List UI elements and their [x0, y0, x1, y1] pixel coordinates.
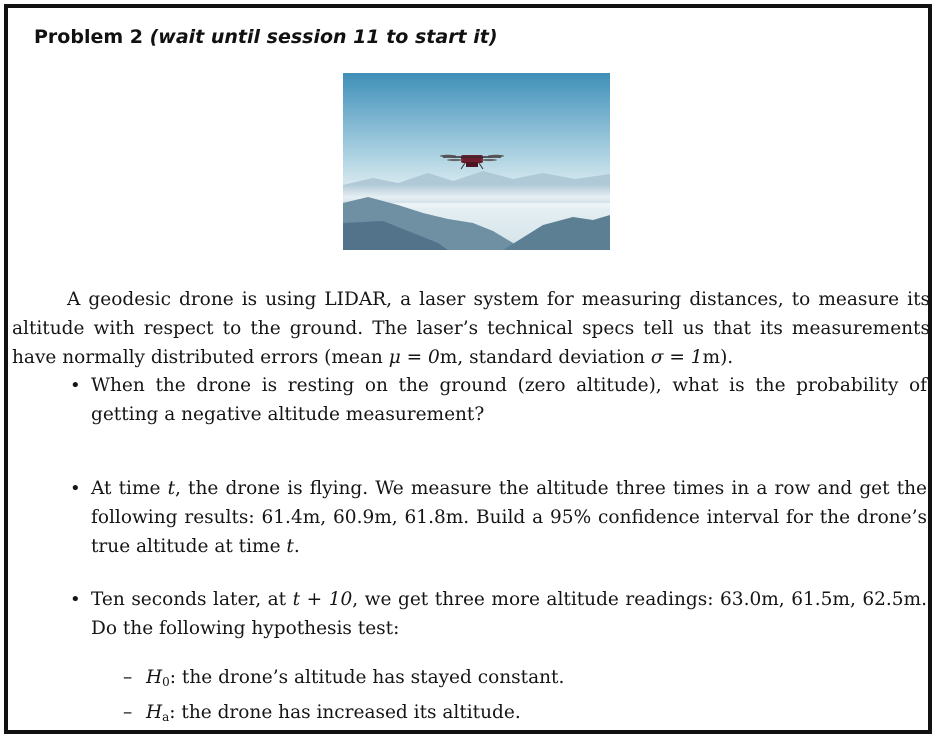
problem-heading — [34, 25, 498, 49]
hypothesis-null-text — [146, 663, 926, 692]
q3-var-t10: t + 10 — [292, 589, 353, 610]
q2-text-2: , the drone is flying. We measure the altitude three times in a row and get the following results: 61.4m, 60.9m, 61.8m. Build a 95% confidence interval for the drone’s true altitude at time — [91, 478, 927, 557]
q2-text-3: . — [293, 536, 300, 557]
h-subscript: a — [162, 710, 170, 724]
list-item — [12, 585, 930, 643]
bullet-dot: • — [70, 478, 81, 499]
q2-var-t: t — [167, 478, 176, 499]
drone-over-mountains-icon — [343, 73, 610, 250]
intro-text-1: A geodesic drone is using LIDAR, a laser system for measuring distances, to measure its altitude with respect to the ground. The laser’s technical specs tell us that its measurements have normally distributed errors (mean — [12, 289, 930, 368]
sigma-value: σ = 1 — [650, 347, 703, 368]
hypothesis-text: : the drone’s altitude has stayed constant. — [169, 667, 565, 688]
list-item — [12, 474, 930, 561]
question-3-text — [91, 585, 927, 643]
dash-marker: – — [123, 702, 133, 723]
q2-text-1: At time — [91, 478, 168, 499]
dash-marker: – — [123, 667, 133, 688]
q3-text-1: Ten seconds later, at — [91, 589, 293, 610]
intro-text-2: m, standard deviation — [439, 347, 651, 368]
drone-photo — [343, 73, 610, 250]
hypothesis-alt-text — [146, 698, 926, 727]
bullet-dot: • — [70, 589, 81, 610]
bullet-dot: • — [70, 375, 81, 396]
h-symbol: H — [146, 702, 163, 723]
intro-text-3: m). — [702, 347, 734, 368]
h-symbol: H — [146, 667, 163, 688]
question-2-text — [91, 474, 927, 561]
problem-label: Problem 2 — [34, 26, 143, 48]
h-subscript: 0 — [162, 675, 170, 689]
problem-note: (wait until session 11 to start it) — [149, 26, 498, 48]
hypothesis-text: : the drone has increased its altitude. — [169, 702, 521, 723]
hypothesis-null — [12, 663, 930, 692]
list-item — [12, 371, 930, 429]
q2-var-t-2: t — [286, 536, 294, 557]
mu-value: μ = 0 — [388, 347, 440, 368]
hypothesis-alternative — [12, 698, 930, 727]
q3-text-2: , we get three more altitude readings: 63.0m, 61.5m, 62.5m. Do the following hypothesis test: — [91, 589, 927, 639]
intro-paragraph — [12, 285, 930, 372]
question-1-text: When the drone is resting on the ground (zero altitude), what is the probability of getting a negative altitude measurement? — [91, 375, 927, 425]
problem-box — [4, 4, 932, 734]
